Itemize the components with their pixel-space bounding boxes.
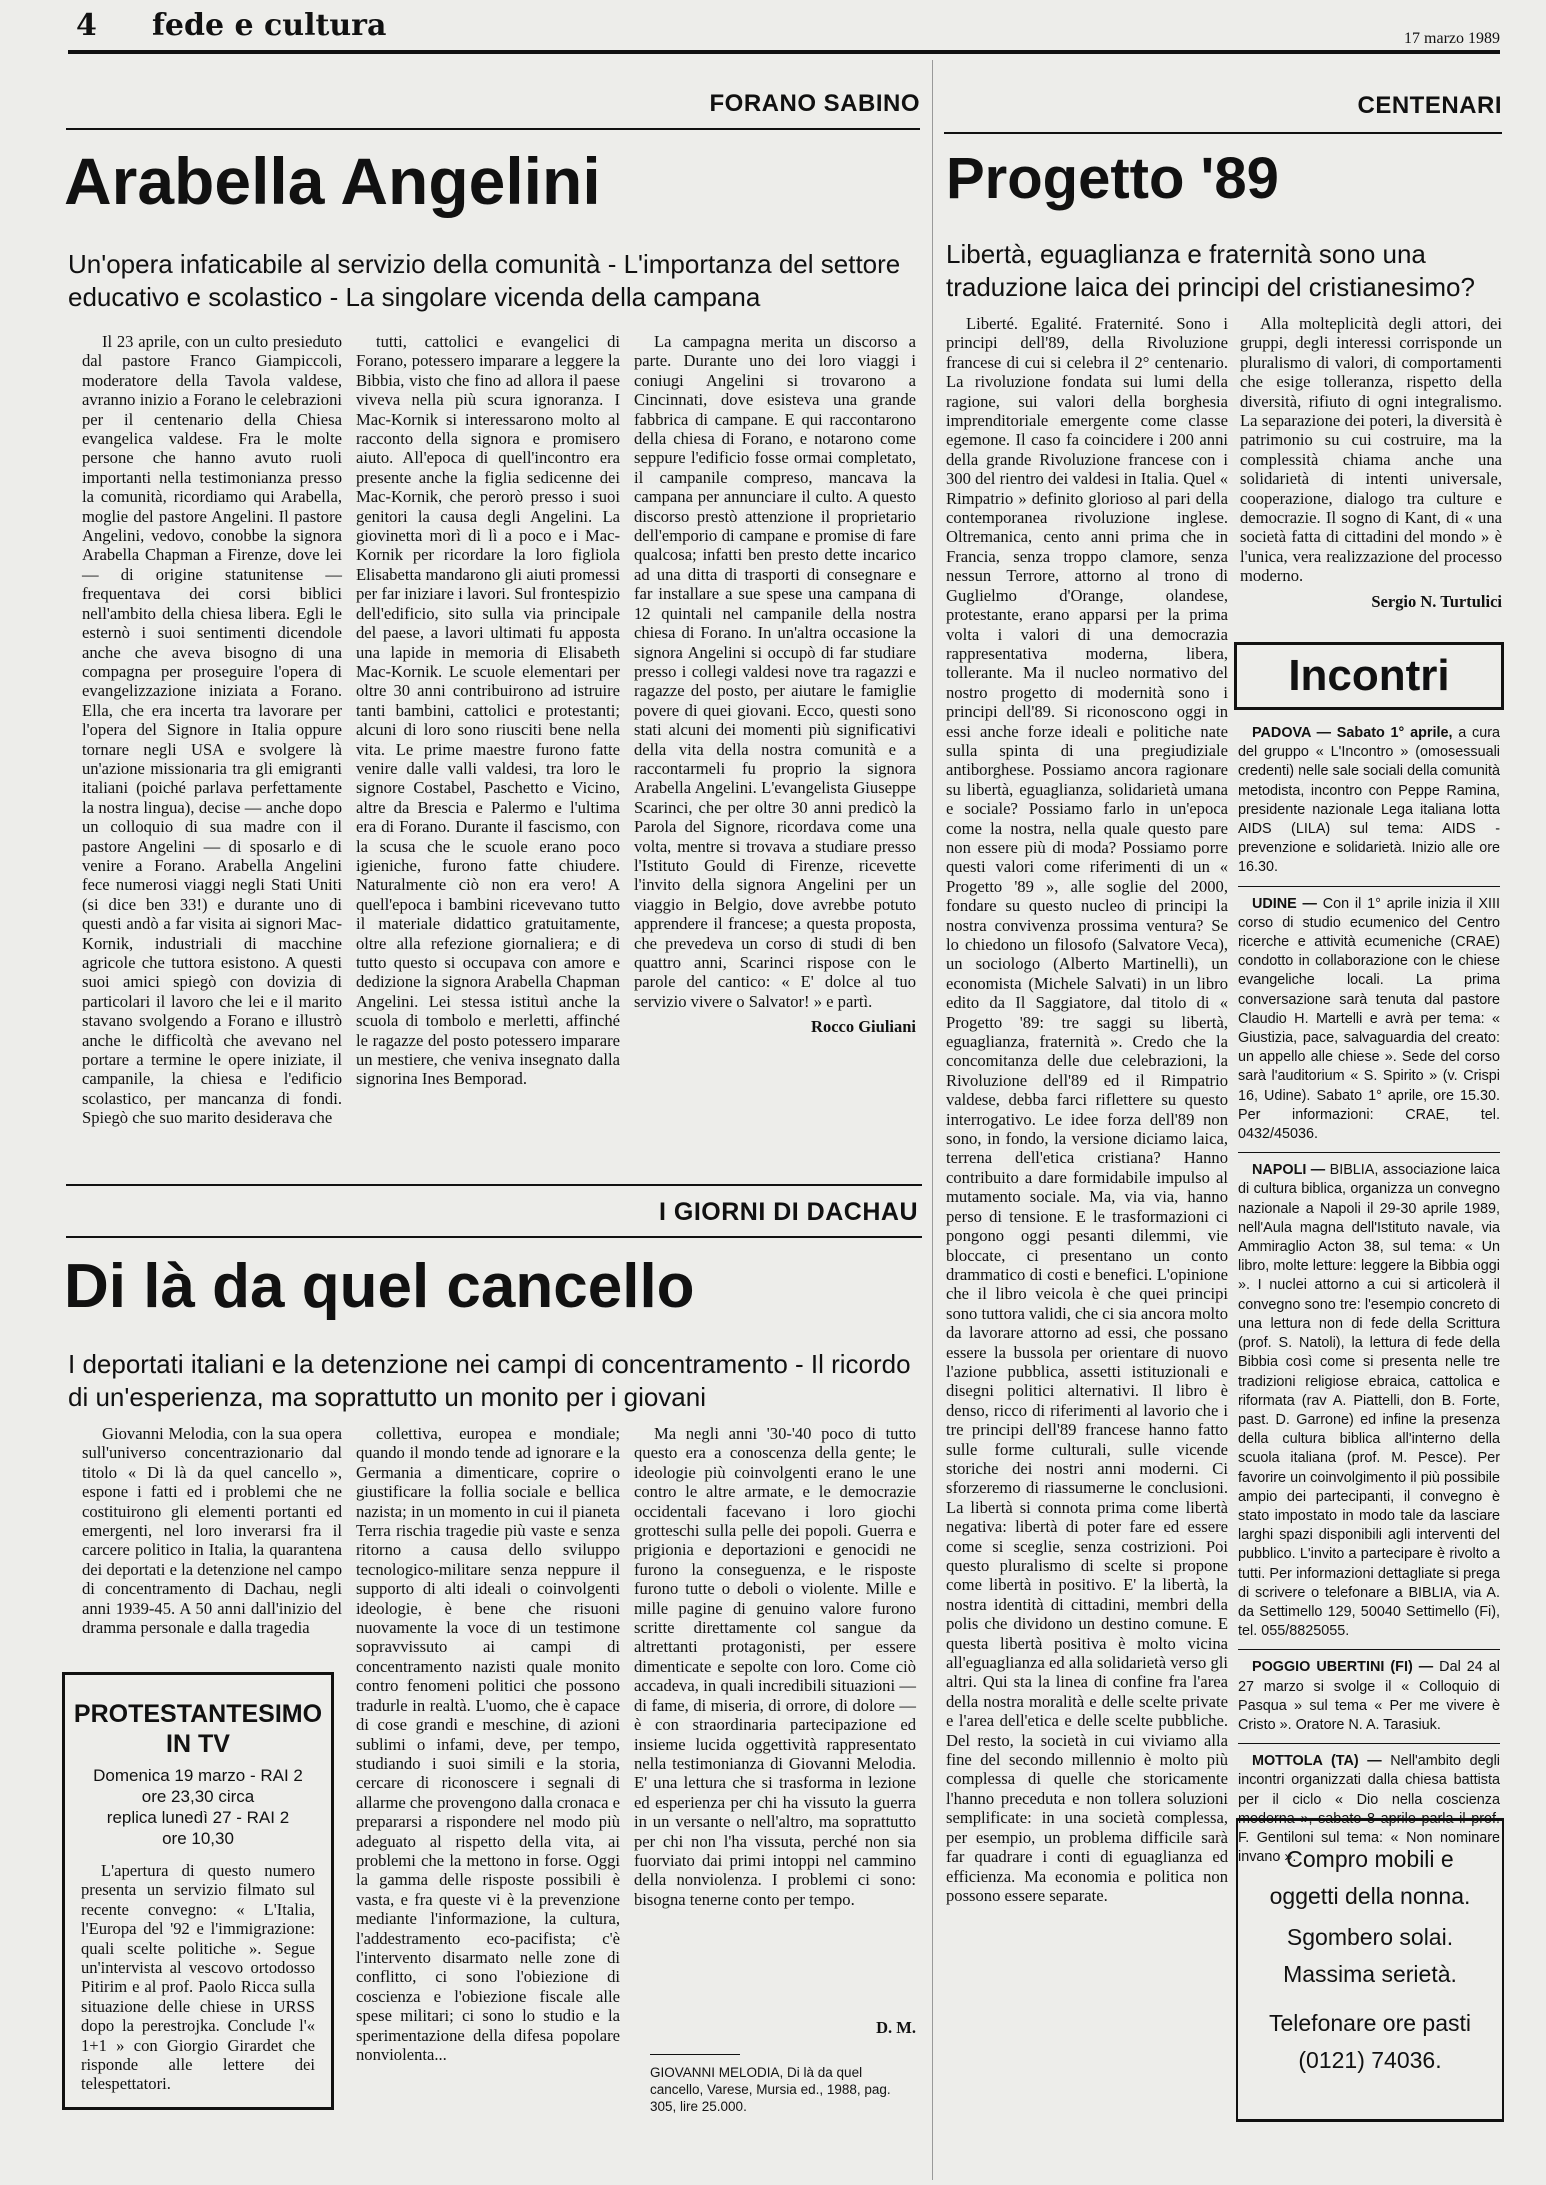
article2-column-1-text: Liberté. Egalité. Fraternité. Sono i principi dell'89, della Rivoluzione francese di cui si celebra il 2° centenario. La rivoluzione fondata sui lumi della ragione, sui valori della borghesia imprenditoriale emergente come classe egemone. Il caso fa coincidere i 200 anni della grande Rivoluzione francese con i 300 del rientro dei valdesi in Italia. Quel « Rimpatrio » definito glorioso al pari della contemporanea rivoluzione inglese. Oltremanica, cento anni prima che in Francia, senza troppo clamore, senza nessun Terrore, attorno al trono di Guglielmo d'Orange, olandese, protestante, erano apparsi per la prima volta i valori di una democrazia rappresentativa moderna, libera, tollerante. Ma il nucleo normativo del nostro progetto di modernità sono i principi dell'89. Si riconoscono oggi in essi anche forze ideali e politiche nate sulla spinta di una pregiudiziale antiborghese. Possiamo ancora ragionare su libertà, eguaglianza, solidarietà umana e sociale? Possiamo farlo in un'epoca come la nostra, nella quale questo pare non essere più di moda? Possiamo porre questi valori come riferimenti di un « Progetto '89 », alle soglie del 2000, fondare su questo nucleo di principi la nostra convivenza prossima ventura? Se lo chiedono un filosofo (Salvatore Veca), un sociologo (Alberto Martinelli), un economista (Michele Salvati) in un libro edito da Il Saggiatore, dal titolo di « Progetto '89: tre saggi su libertà, eguaglianza, fraternità ». Credo che la concomitanza delle due celebrazioni, la Rivoluzione dell'89 ed il Rimpatrio valdese, debba farci riflettere su questo interrogativo. Le idee forza dell'89 non sono, in fondo, la versione diciamo laica, terrena dell'etica cristiana? Hanno contribuito a dare formidabile impulso al mutamento sociale. Ma, via via, hanno perso di tensione. E le trasformazioni ci pongono oggi pesanti dilemmi, vie bloccate, ci presentano un conto drammatico di costi e benefici. L'opinione che il libro veicola è che quei principi sono tuttora validi, che ci sia ancora molto da lavorare attorno ad essi, che possano essere la bussola per orientare di nuovo l'azione pubblica, assetti istituzionali e disegni politici alternativi. Il libro è denso, ricco di riferimenti al lavorio che i tre principi dell'89 francese hanno fatto sulle forme culturali, sulle vicende storiche dei nostri anni moderni. Ci sforzeremo di riassumerne le conclusioni. La libertà si connota prima come libertà negativa: libertà di poter fare ed essere come si sceglie, senza costrizioni. Poi questo pluralismo di scelte si propone come libertà in positivo. E' la libertà, la nostra identità di cittadini, membri della polis che dividono un destino comune. E questa libertà positiva è molto vicina all'eguaglianza ed alla solidarietà verso gli altri. Qui sta la linea di confine fra l'area della nostra moralità e delle scelte private e l'area dell'etica e delle scelte pubbliche. Del resto, la società in cui viviamo alla fine del secondo millennio è molto più complessa di quelle che storicamente l'hanno preceduta e non tollera soluzioni semplificate: in una società complessa, per esempio, un problema difficile sarà far quadrare i conti di eguaglianza ed efficienza. Ma economia e politica non possono essere separate. xyxy=(946,314,1229,1905)
incontri-item xyxy=(1238,1161,1500,1641)
masthead-rule xyxy=(68,50,1500,54)
article1-kicker: FORANO SABINO xyxy=(709,90,920,117)
article1-column-3-text: La campagna merita un discorso a parte. Durante uno dei loro viaggi i coniugi Angelini si trovarono a Cincinnati, dove esisteva una grande fabbrica di campane. E qui raccontarono della chiesa di Forano, e notarono come seppure l'edificio fosse ormai completato, il campanile compreso, mancava la campana per annunciare il culto. A questo discorso prestò attenzione il proprietario dell'emporio di campane e promise di fare qualcosa; infatti ben presto dette incarico ad una ditta di trasporti di consegnare e far installare a sue spese una campana di 12 quintali nel campanile della nostra chiesa di Forano. In un'altra occasione la signora Angelini si occupò di far studiare presso i collegi valdesi nove tra ragazzi e ragazze del posto, per aiutare le famiglie povere di quei giovani. Ecco, questi sono stati alcuni dei momenti più significativi della vita della nostra comunità e a raccontarmeli fu proprio la signora Arabella Angelini. L'evangelista Giuseppe Scarinci, che per oltre 30 anni predicò la Parola del Signore, ricordava come una volta, mentre si trovava a studiare presso l'Istituto Gould di Firenze, ricevette l'invito della signora Angelini per un viaggio in Belgio, dove avrebbe potuto apprendere il francese; a questa proposta, che prevedeva un corso di studi di ben quattro anni, Scarinci rispose con le parole del cantico: « E' dolce al tuo servizio vivere o Salvator! » e partì. xyxy=(634,332,916,1011)
incontri-item-place: MOTTOLA (TA) — xyxy=(1252,1753,1382,1770)
issue-date: 17 marzo 1989 xyxy=(1404,30,1500,47)
article3-column-3 xyxy=(634,1424,916,2034)
tv-schedule xyxy=(65,1765,331,1849)
incontri-heading: Incontri xyxy=(1288,651,1450,700)
tv-schedule-line-3: replica lunedì 27 - RAI 2 xyxy=(106,1808,290,1827)
article2-column-2 xyxy=(1240,314,1502,624)
article3-kicker: I GIORNI DI DACHAU xyxy=(659,1198,918,1226)
article2-deck: Libertà, eguaglianza e fraternità sono una traduzione laica dei principi del cristianesimo? xyxy=(946,239,1475,303)
tv-box-body xyxy=(81,1861,315,2094)
incontri-item xyxy=(1238,724,1500,878)
article3-bibliography: GIOVANNI MELODIA, Di là da quel cancello, Varese, Mursia ed., 1988, pag. 305, lire 25.000. xyxy=(650,2065,891,2114)
tv-schedule-line-1: Domenica 19 marzo - RAI 2 xyxy=(93,1766,303,1785)
ad-line-5: Telefonare ore pasti xyxy=(1268,2010,1471,2036)
incontri-item-text: Con il 1° aprile inizia il XIII corso di studio ecumenico del Centro ricerche e attività ecumeniche (CRAE) condotto in collaborazione con le chiese evangeliche locali. La prima conversazione sarà tenuta dal pastore Claudio H. Martelli e avrà per tema: « Giustizia, pace, salvaguardia del creato: un appello alle chiese ». Sede del corso sarà l'auditorium « S. Spirito » (v. Crispi 16, Udine). Sabato 1° aprile, ore 15.30. Per informazioni: CRAE, tel. 0432/45036. xyxy=(1238,895,1500,1143)
article3-deck: I deportati italiani e la detenzione nei campi di concentramento - Il ricordo di un'esperienza, ma soprattutto un monito per i giovani xyxy=(68,1349,911,1413)
ad-line-6: (0121) 74036. xyxy=(1298,2047,1442,2073)
ad-line-4: Massima serietà. xyxy=(1283,1961,1457,1987)
article3-column-1-text: Giovanni Melodia, con la sua opera sull'universo concentrazionario dal titolo « Di là da quel cancello », espone i fatti ed i problemi che ne costituirono gli elementi portanti ed emergenti, nel loro inverarsi fra il carcere politico in Italia, la quarantena dei deportati e la detenzione nel campo di concentramento di Dachau, negli anni 1939-45. A 50 anni dall'inizio del dramma personale e dalla tragedia xyxy=(82,1424,342,1638)
incontri-divider xyxy=(1238,1743,1500,1744)
publication-name: fede e cultura xyxy=(152,8,387,43)
incontri-item-text: Nell'ambito degli incontri organizzati dalla chiesa battista per il ciclo « Dio nella coscienza moderna », sabato 8 aprile parla il prof. F. Gentiloni sul tema: « Non nominare invano ». xyxy=(1238,1753,1500,1866)
incontri-item-place: POGGIO UBERTINI (FI) — xyxy=(1252,1659,1434,1676)
article1-column-1 xyxy=(82,332,342,1172)
tv-box-body-text: L'apertura di questo numero presenta un servizio filmato sul recente convegno: « L'Italia, l'Europa del '92 e l'immigrazione: quali scelte politiche ». Segue un'intervista al vescovo ortodosso Pitirim e al prof. Paolo Ricca sulla situazione delle chiese in URSS dopo la perestrojka. Conclude l'« 1+1 » con Giorgio Girardet che risponde alle lettere dei telespettatori. xyxy=(81,1861,315,2094)
article2-column-2-text: Alla molteplicità degli attori, dei gruppi, degli interessi corrisponde un pluralismo di valori, di comportamenti che esige tolleranza, rispetto della diversità, rifiuto di ogni integralismo. La separazione dei poteri, la diversità è patrimonio su cui costruire, ma la complessità chiama anche una solidarietà di intenti universale, cooperazione, dialogo tra culture e democrazie. Il sogno di Kant, di « una società fatta di cittadini del mondo » è l'unica, vera realizzazione del processo moderno. xyxy=(1240,314,1502,586)
incontri-item xyxy=(1238,895,1500,1145)
column-divider xyxy=(932,60,933,2180)
classified-ad-text xyxy=(1238,1841,1502,2079)
article2-title: Progetto '89 xyxy=(946,146,1279,211)
incontri-item-text: Dal 24 al 27 marzo si svolge il « Colloquio di Pasqua » sul tema « Per me vivere è Cristo ». Oratore N. A. Tarasiuk. xyxy=(1238,1659,1501,1733)
incontri-divider xyxy=(1238,886,1500,887)
article3-title: Di là da quel cancello xyxy=(64,1252,695,1321)
article2-column-1 xyxy=(946,314,1228,2124)
article3-top-rule xyxy=(66,1184,922,1186)
incontri-divider xyxy=(1238,1649,1500,1650)
incontri-item-place: NAPOLI — xyxy=(1252,1162,1326,1179)
article3-column-2-text: collettiva, europea e mondiale; quando il mondo tende ad ignorare e la Germania a dimenticare, coprire o giustificare la follia sociale e bellica nazista; in un momento in cui il pianeta Terra rischia tragedie più vaste e senza ritorno a causa dello sviluppo tecnologico-militare senza neppure il supporto di alti ideali o coinvolgenti ideologie, è bene che risuoni nuovamente la voce di un testimone sopravvissuto ai campi di concentramento nazisti quale monito contro fenomeni politici che possono tradurle in realtà. L'uomo, che è capace di cose grandi e meschine, di azioni sublimi o infami, deve, per tempo, studiando i suoi simili e la storia, cercare di riconoscere i segnali di allarme che provengono dalla cronaca e prepararsi a rispondere nel modo più adeguato al rispetto della vita, ai problemi che la mettono in forse. Oggi la gamma delle risposte possibili è vasta, e fra queste vi è la prevenzione mediante l'informazione, la cultura, l'addestramento eco-pacifista; c'è l'intervento disarmato nelle zone di conflitto, ci sono l'obiezione di coscienza e l'obiezione fiscale alle spese militari; ci sono lo studio e la sperimentazione della difesa popolare nonviolenta... xyxy=(356,1424,620,2064)
ad-line-3: Sgombero solai. xyxy=(1286,1924,1454,1950)
article3-column-3-text: Ma negli anni '30-'40 poco di tutto questo era a conoscenza della gente; le ideologie più coinvolgenti erano le une contro le altre armate, e le democrazie occidentali facevano i loro giochi grotteschi sulla pelle dei popoli. Guerra e prigionia e deportazioni e genocidi ne furono la conseguenza, e le risposte furono tutte o deboli o violente. Mille e mille pagine di genuino valore furono scritte direttamente col sangue da altrettanti protagonisti, per essere dimenticate e sepolte con loro. Come ciò accadeva, in quali incredibili situazioni — di fame, di miseria, di orrore, di dolore — è con straordinaria partecipazione ed insieme lucida oggettività rappresentato nella testimonianza di Giovanni Melodia. E' una lettura che si trasforma in lezione ed esperienza per chi ha vissuto la guerra in un versante o nell'altro, ma soprattutto per chi non l'ha vissuta, perché non sia fuorviato dai primi intoppi nel cammino della nonviolenza. I problemi ci sono: bisogna tenerne conto per tempo. xyxy=(634,1424,916,1909)
article3-column-1 xyxy=(82,1424,342,1666)
article1-author: Rocco Giuliani xyxy=(811,1017,916,1037)
incontri-heading-box xyxy=(1234,642,1504,710)
article1-title: Arabella Angelini xyxy=(64,144,601,218)
ad-line-2: oggetti della nonna. xyxy=(1269,1883,1471,1909)
article2-author: Sergio N. Turtulici xyxy=(1371,591,1502,611)
classified-ad-box xyxy=(1236,1818,1504,2122)
ad-line-1: Compro mobili e xyxy=(1286,1846,1454,1872)
incontri-item xyxy=(1238,1658,1500,1735)
incontri-item-place: PADOVA — Sabato 1° aprile, xyxy=(1252,725,1453,741)
tv-schedule-line-4: ore 10,30 xyxy=(162,1829,234,1848)
tv-box-title-line-1: PROTESTANTESIMO xyxy=(73,1700,323,1728)
article1-column-1-text: Il 23 aprile, con un culto presieduto dal pastore Franco Giampiccoli, moderatore della Tavola valdese, avranno inizio a Forano le celebrazioni per il centenario della Chiesa evangelica valdese. Fra le molte persone che hanno avuto ruoli importanti nella testimonianza presso la comunità, ricordiamo qui Arabella, moglie del pastore Angelini. Il pastore Angelini, vedovo, conobbe la signora Arabella Chapman a Firenze, dove lei — di origine statunitense — frequentava dei corsi biblici nell'ambito della chiesa libera. Egli le esternò i suoi sentimenti dicendole anche che aveva bisogno di una compagna per proseguire l'opera di evangelizzazione iniziata a Forano. Ella, che era incerta tra lavorare per l'opera del Signore in Italia oppure tornare negli USA e svolgere là un'azione missionaria tra gli emigranti italiani (poiché parlava perfettamente la nostra lingua), decise — anche dopo un colloquio di sua madre con il pastore Angelini — di sposarlo e di venire a Forano. Arabella Angelini fece numerosi viaggi negli Stati Uniti (si dice ben 33!) e durante uno di questi andò a far visita ai signori Mac-Kornik, industriali di macchine agricole che tuttora esistono. A questi suoi amici spiegò con dovizia di particolari il lavoro che lei e il marito stavano svolgendo a Forano e illustrò anche le difficoltà che avevano nel portare a termine le opere iniziate, il campanile, la chiesa e l'edificio scolastico, per mancanza di fondi. Spiegò che suo marito desiderava che xyxy=(82,332,342,1128)
biblio-rule xyxy=(650,2054,740,2055)
article1-column-2 xyxy=(356,332,620,1172)
article1-kicker-rule xyxy=(66,128,920,130)
tv-schedule-line-2: ore 23,30 circa xyxy=(141,1787,255,1806)
article3-kicker-rule xyxy=(66,1236,922,1238)
article2-kicker-rule xyxy=(944,132,1502,134)
article1-deck: Un'opera infaticabile al servizio della comunità - L'importanza del settore educativo e scolastico - La singolare vicenda della campana xyxy=(68,249,901,313)
incontri-divider xyxy=(1238,1152,1500,1153)
article1-column-2-text: tutti, cattolici e evangelici di Forano, potessero imparare a leggere la Bibbia, visto che fino ad allora il paese viveva nella più scura ignoranza. I Mac-Kornik si interessarono molto al racconto della signora e promisero aiuto. All'epoca di quell'incontro era presente anche la figlia sedicenne dei Mac-Kornik, che perorò presso i suoi genitori la causa degli Angelini. La giovinetta morì di lì a poco e i Mac-Kornik per ricordare la loro figliola Elisabetta mandarono gli aiuti promessi per far iniziare i lavori. Sul frontespizio dell'edificio, sito sulla via principale del paese, a lavori ultimati fu apposta una lapide in memoria di Elisabeth Mac-Kornik. Le scuole elementari per oltre 30 anni contribuirono ad istruire tanti bambini, cattolici e protestanti; alcuni di loro sono riusciti bene nella vita. Le prime maestre furono fatte venire dalle valli valdesi, tra loro le signore Costabel, Paschetto e Vicino, altre da Brescia e Palermo e l'ultima era di Forano. Durante il fascismo, con la scusa che le scuole erano poco igieniche, furono fatte chiudere. Naturalmente ciò non era vero! A quell'epoca i bambini ricevevano tutto il materiale didattico gratuitamente, oltre alla refezione giornaliera; e di tutto questo si occupava con amore e dedizione la signora Arabella Chapman Angelini. Lei stessa istituì anche la scuola di tombolo e merletti, affinché le ragazze del posto potessero imparare un mestiere, che veniva insegnato dalla signorina Ines Bemporad. xyxy=(356,332,620,1089)
incontri-item-text: a cura del gruppo « L'Incontro » (omosessuali credenti) nelle sale sociali della comunità metodista, incontro con Peppe Ramina, presidente nazionale Lega italiana lotta AIDS (LILA) sul tema: AIDS - prevenzione e solidarietà. Inizio alle ore 16.30. xyxy=(1238,725,1500,876)
article1-column-3 xyxy=(634,332,916,1172)
page-number: 4 xyxy=(76,8,97,43)
incontri-item-text: BIBLIA, associazione laica di cultura biblica, organizza un convegno nazionale a Napoli il 29-30 aprile 1989, nell'Aula magna dell'Istituto navale, via Ammiraglio Acton 38, sul tema: « Un libro, molte letture: leggere la Bibbia oggi ». I nuclei attorno a cui si articolerà il convegno sono tre: l'esempio concreto di una lettura non di fede della Scrittura (prof. S. Natoli), la lettura di fede della Bibbia così come si presenta nelle tre tradizioni religiose ebraica, cattolica e riformata (rav A. Piattelli, don B. Forte, past. D. Garrone) ed infine la presenza della cultura biblica all'interno della scuola italiana (prof. M. Pesce). Per favorire un coinvolgimento il più possibile ampio dei partecipanti, il convegno è stato impostato in modo tale da lasciare larghi spazi disponibili agli interventi del pubblico. L'invito a partecipare è rivolto a tutti. Per informazioni dettagliate si prega di scrivere o telefonare a BIBLIA, via A. da Settimello 129, 50040 Settimello (Fi), tel. 055/8825055. xyxy=(1238,1162,1500,1640)
article2-kicker: CENTENARI xyxy=(1357,92,1502,119)
tv-listing-box xyxy=(62,1672,334,2110)
article3-column-2 xyxy=(356,1424,620,2114)
article3-author: D. M. xyxy=(876,2018,916,2037)
tv-box-title-line-2: IN TV xyxy=(166,1730,230,1758)
tv-box-title xyxy=(65,1699,331,1759)
incontri-item-place: UDINE — xyxy=(1252,895,1317,912)
